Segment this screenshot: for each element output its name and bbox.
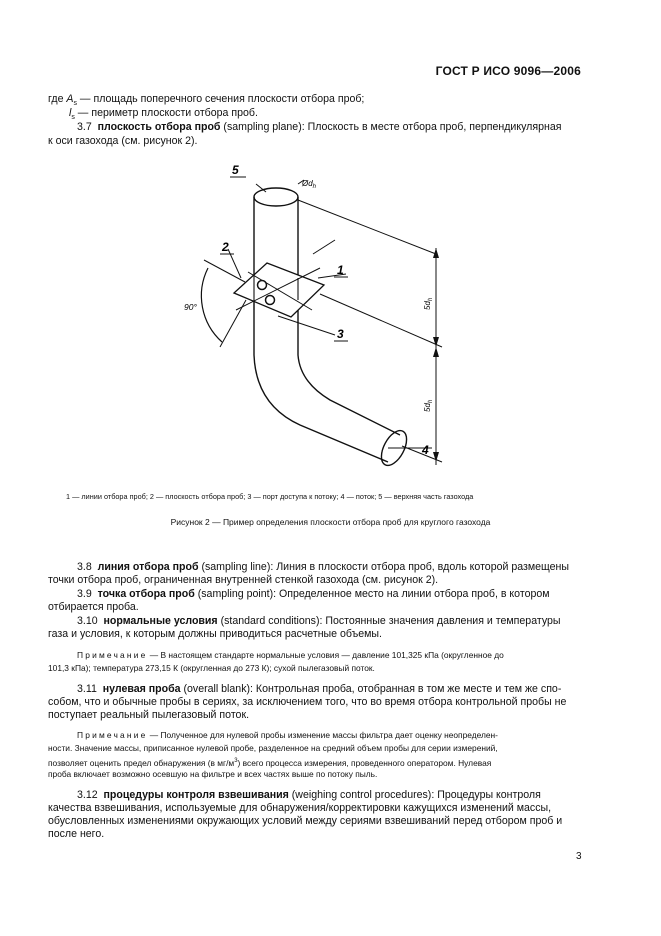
- term: нормальные условия: [103, 615, 218, 627]
- access-port: [258, 281, 267, 290]
- dimension-lower: $5d_h$: [423, 399, 434, 412]
- angle-ray: [204, 260, 245, 282]
- section-number: 3.11: [77, 683, 97, 695]
- definition-text: (overall blank): Контрольная проба, отобранная в том же месте и тем же спо-: [180, 683, 562, 695]
- def-prefix: где: [48, 93, 67, 105]
- page-number: 3: [576, 851, 582, 862]
- definition-text: (standard conditions): Постоянные значения давления и температуры: [217, 615, 561, 627]
- duct-bend-outer: [254, 355, 388, 462]
- label-2: 2: [222, 240, 229, 254]
- standard-header: ГОСТ Р ИСО 9096—2006: [435, 64, 581, 78]
- leader-3: [278, 316, 335, 335]
- label-5: 5: [232, 163, 239, 177]
- section-number: 3.9: [77, 588, 92, 600]
- duct-top-ellipse: [254, 188, 298, 206]
- label-1: 1: [337, 263, 344, 277]
- figure-caption: Рисунок 2 — Пример определения плоскости отбора проб для круглого газохода: [170, 517, 491, 527]
- def-ls-text: — периметр плоскости отбора проб.: [74, 107, 258, 119]
- note-label: Примечание: [77, 650, 148, 660]
- note-2-line4: проба включает возможно осевшую на фильтре и всех частях выше по потоку пыль.: [48, 769, 378, 779]
- symbol-l: l: [69, 107, 72, 119]
- section-number: 3.10: [77, 615, 98, 627]
- section-3-11-line3: поступает реальный пылегазовый поток.: [48, 709, 250, 721]
- access-port: [266, 296, 275, 305]
- note-text: позволяет оценить предел обнаружения (в мг/м: [48, 757, 235, 768]
- section-3-8-line2: точки отбора проб, ограниченная внутренней стенкой газохода (см. рисунок 2).: [48, 574, 439, 586]
- angle-arc: [201, 268, 222, 342]
- note-text: — В настоящем стандарте нормальные условия — давление 101,325 кПа (округленное до: [147, 650, 504, 660]
- symbol-a: A: [66, 93, 74, 105]
- section-3-12-line1: [77, 789, 541, 802]
- section-3-12-line2: качества взвешивания, используемые для обнаружения/корректировки кажущихся изменений массы,: [48, 802, 552, 814]
- dim-extension: [298, 200, 436, 254]
- term: точка отбора проб: [97, 588, 195, 600]
- definition-text: (sampling line): Линия в плоскости отбора проб, вдоль которой размещены: [198, 561, 569, 573]
- section-3-12-line3: обусловленных изменениями окружающих условий между сериями взвешиваний перед отбором проб и: [48, 815, 563, 827]
- angle-ray: [220, 300, 246, 347]
- section-3-10-line2: газа и условия, к которым должны приводиться расчетные объемы.: [48, 628, 382, 640]
- section-3-7-line1: [77, 121, 561, 134]
- definition-text: (weighing control procedures): Процедуры контроля: [288, 789, 541, 801]
- note-label: Примечание: [77, 730, 148, 740]
- label-4: 4: [422, 443, 429, 457]
- duct-bend-inner: [298, 355, 400, 435]
- section-number: 3.12: [77, 789, 98, 801]
- section-3-9-line1: [77, 588, 550, 601]
- arrow: [433, 347, 439, 357]
- superscript: 3: [234, 758, 238, 764]
- term: нулевая проба: [102, 683, 181, 695]
- pipe-diagram: [170, 150, 490, 485]
- label-3: 3: [337, 327, 344, 341]
- def-as-text: — площадь поперечного сечения плоскости отбора проб;: [76, 93, 365, 105]
- note-text: — Полученное для нулевой пробы изменение массы фильтра дает оценку неопределен-: [147, 730, 498, 740]
- term: линия отбора проб: [97, 561, 199, 573]
- definition-text: (sampling point): Определенное место на линии отбора проб, в котором: [194, 588, 550, 600]
- note-text: ) всего процесса измерения, проведенного оператором. Нулевая: [237, 757, 492, 768]
- section-3-7-line2: к оси газохода (см. рисунок 2).: [48, 135, 198, 147]
- section-3-10-line1: [77, 615, 561, 628]
- figure-legend: 1 — линии отбора проб; 2 — плоскость отбора проб; 3 — порт доступа к потоку; 4 — поток; 5 — верхняя часть газохода: [66, 492, 474, 501]
- sampling-line-ext: [313, 240, 335, 254]
- angle-label: 90°: [184, 302, 197, 312]
- definition-text: (sampling plane): Плоскость в месте отбора проб, перпендикулярная: [220, 121, 562, 133]
- symbol-a-sub: s: [73, 100, 77, 108]
- dimension-upper: $5d_h$: [423, 297, 434, 310]
- section-3-9-line2: отбирается проба.: [48, 601, 139, 613]
- term: процедуры контроля взвешивания: [103, 789, 289, 801]
- note-2-line2: ности. Значение массы, приписанное нулевой пробе, разделенное на средний объем пробы для серии измерений,: [48, 743, 498, 753]
- section-number: 3.8: [77, 561, 92, 573]
- section-3-8-line1: [77, 561, 569, 574]
- symbol-l-sub: s: [71, 114, 75, 122]
- figure-2: [170, 150, 490, 485]
- section-3-11-line1: [77, 683, 561, 696]
- note-1-line2: 101,3 кПа); температура 273,15 К (округленная до 273 К); сухой пылегазовый поток.: [48, 663, 375, 673]
- term: плоскость отбора проб: [97, 121, 221, 133]
- section-3-12-line4: после него.: [48, 828, 105, 840]
- diameter-label: $Ød_h$: [302, 179, 317, 190]
- section-number: 3.7: [77, 121, 92, 133]
- section-3-11-line2: собом, что и обычные пробы в сериях, за исключением того, что во время отбора контрольной пробы не: [48, 696, 567, 708]
